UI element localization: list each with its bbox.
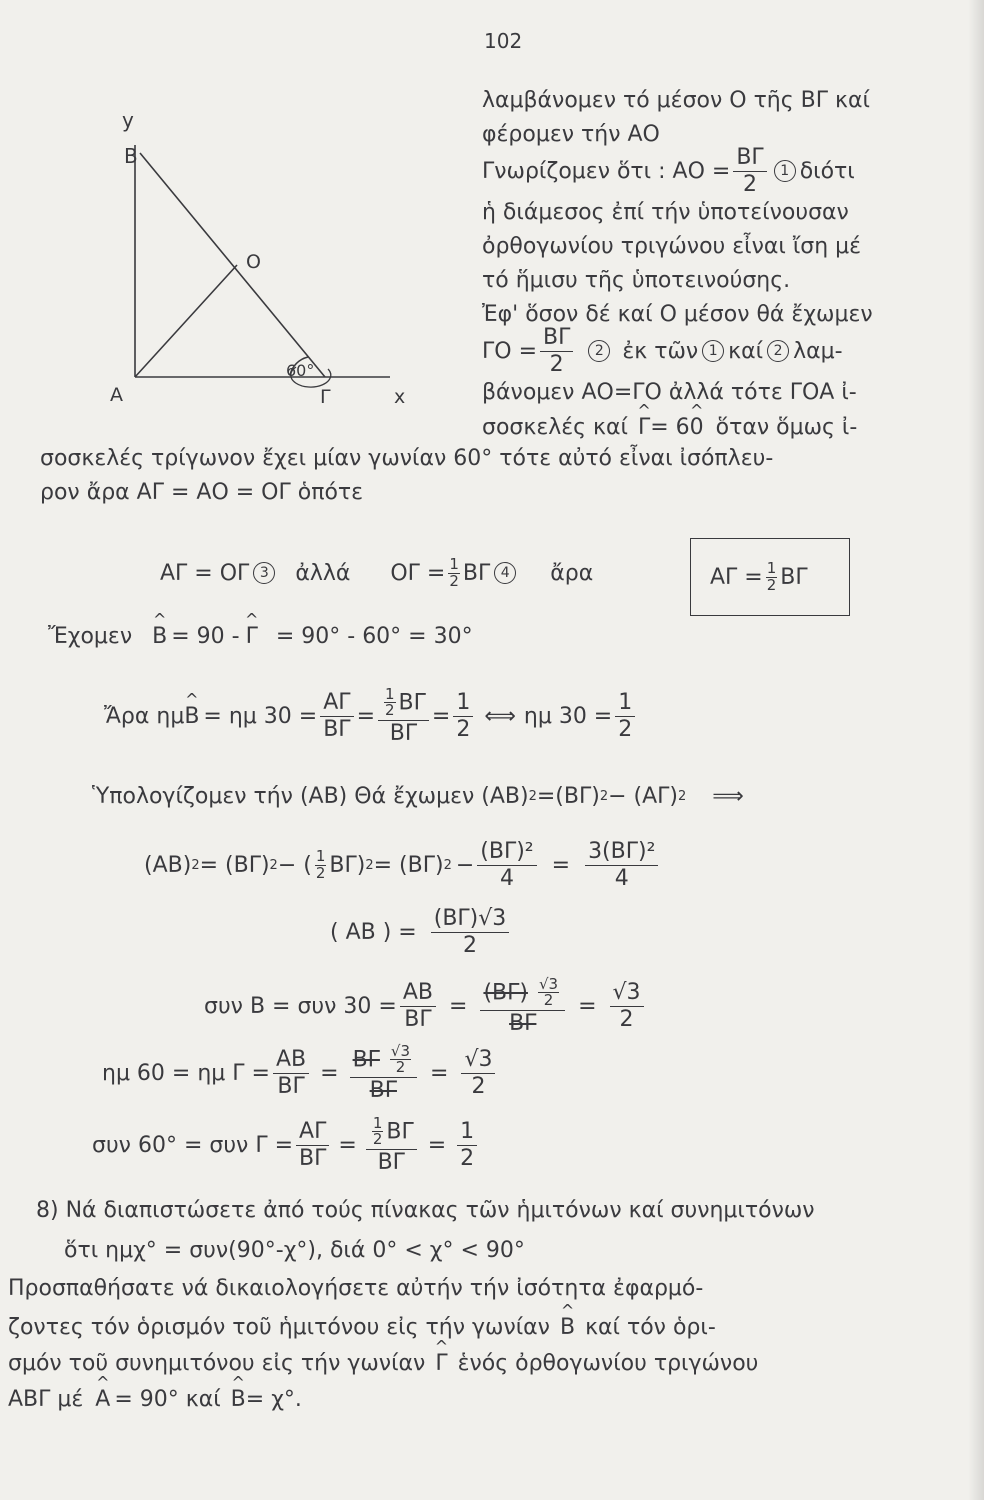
eq6-frac [431,907,510,956]
cancelled-bg: (ΒΓ) [483,979,528,1005]
eq5-e: = (ΒΓ) [373,852,444,878]
frac-num: 3(ΒΓ)² [585,840,658,865]
eq3-mid: = ημ 30 = [203,703,318,729]
side-line-8 [482,325,843,377]
frac-den: 2 [463,932,477,958]
side-line-8-mid: ἐκ τῶν [622,338,699,364]
label-y: y [122,108,134,132]
equivalence-arrow: ⟺ [484,703,516,729]
frac-den: 4 [614,865,629,891]
eq7-frac-1 [400,981,436,1030]
frac-den: ΒΓ [509,1011,537,1037]
zero-hat: ^ 0 [690,415,704,440]
label-O: O [246,251,261,273]
frac-num [366,1113,417,1151]
eq7-frac-2 [480,974,565,1037]
side-line-7: Ἐφ' ὅσον δέ καί Ο μέσον θά ἔχωμεν [482,302,873,327]
eq5-frac-1 [477,840,536,889]
frac-den: ΒΓ [389,721,418,747]
equation-2 [48,616,473,656]
sup-2: 2 [528,788,537,804]
circled-1: 1 [774,160,796,182]
a-hat: ^ Α [95,1387,110,1412]
eq2-mid: = 90 - [171,623,240,649]
exercise-line-4 [8,1310,716,1344]
eq8-eq2: = [430,1060,449,1086]
side-line-1: λαμβάνομεν τό μέσον Ο τῆς ΒΓ καί [482,88,870,113]
boxed-pre: ΑΓ = [710,564,763,590]
b-hat-3: ^ Β [560,1315,575,1340]
frac-den: 2 [385,701,395,720]
eq9-eq: = [338,1132,357,1158]
sup-2: 2 [599,788,609,804]
side-line-8-post: λαμ- [793,338,843,364]
frac-den: ΒΓ [369,1078,397,1104]
eq4-pre: Ὑπολογίζομεν τήν (ΑΒ) Θά ἔχωμεν (ΑΒ) [92,783,529,809]
sup-2: 2 [678,788,687,804]
gamma-hat: ^ Γ [638,415,650,440]
triangle-figure [100,105,450,425]
circled-2: 2 [588,340,610,362]
exercise-line-5 [8,1346,758,1380]
side-line-8-and: καί [728,338,764,364]
side-line-3-pre: Γνωρίζομεν ὅτι : ΑΟ = [482,158,731,184]
eq9-pre: συν 60° = συν Γ = [92,1132,294,1158]
equation-4 [92,776,744,816]
circled-4: 4 [494,562,516,584]
frac-num: (ΒΓ)² [477,840,536,865]
eq1-frac [448,554,460,590]
triangle-svg [100,105,450,425]
eq1-b: ἀλλά [295,560,351,586]
exercise-line-3: Προσπαθήσατε νά δικαιολογήσετε αὐτήν τήν ἰσότητα ἐφαρμό- [8,1276,704,1301]
side-line-3-post: διότι [799,158,855,184]
b-hat-2: ^ B [184,704,199,729]
exercise-line-6 [8,1382,302,1416]
full-line-11: σοσκελές τρίγωνον ἔχει μίαν γωνίαν 60° τότε αὐτό εἶναι ἰσόπλευ- [40,446,774,471]
frac-den: ΒΓ [404,1006,432,1032]
frac-num: 1 [449,554,459,573]
eq9-frac-2 [366,1113,417,1176]
sup-2: 2 [365,857,374,873]
gamma-hat-3: ^ Γ [435,1351,447,1376]
equation-3: Ἄρα ημ ^ B = ημ 30 = $\frac{A\Gamma}{B\Gamma}$ = $\frac{1}{2}$ ΒΓ ΒΓ = $\frac{1}{2}$ ⟺ ημ 30 = $\frac{1}{2}$ [104,688,638,744]
implies-arrow: ⟹ [712,783,744,809]
eq9-frac-1 [296,1120,329,1169]
inner-frac [538,974,559,1010]
eq5-c: − ( [277,852,312,878]
circled-1b: 1 [702,340,724,362]
label-B: B [124,144,138,168]
eq4-m2: − (ΑΓ) [608,783,678,809]
inner-frac [390,1041,411,1077]
frac-num [378,684,429,722]
frac-den: 2 [549,351,564,377]
side-line-10-eq: = 6 [650,414,690,440]
frac-den: 2 [449,571,459,590]
frac-den: 2 [456,716,471,742]
equation-6 [330,904,512,960]
frac-den: 2 [766,575,777,594]
circled-2b: 2 [767,340,789,362]
frac-num: ΒΓ [540,326,573,351]
frac-den: 2 [460,1145,475,1171]
eq4-m1: =(ΒΓ) [536,783,600,809]
page-number: 102 [484,29,523,53]
ex-l5-post: ἑνός ὀρθογωνίου τριγώνου [457,1350,759,1376]
ex-l6-post: = χ°. [245,1386,302,1412]
label-angle-60: 60° [286,361,315,380]
boxed-post: ΒΓ [780,564,808,590]
frac-num: ΑΒ [400,981,436,1006]
frac-num: ΒΓ [733,146,766,171]
exercise-line-2: ὅτι ημχ° = συν(90°-χ°), διά 0° < χ° < 90° [64,1238,525,1263]
sup-2: 2 [191,857,200,873]
side-line-6: τό ἥμισυ τῆς ὑποτεινούσης. [482,268,791,293]
frac-den: 2 [395,1058,406,1077]
frac-num: √3 [390,1041,411,1060]
frac-den: ΒΓ [377,1150,405,1176]
eq1-a: ΑΓ = ΟΓ [160,560,250,586]
eq6-pre: ( ΑΒ ) = [330,919,417,945]
gamma-hat-2: ^ Γ [246,624,258,649]
side-line-5: ὀρθογωνίου τριγώνου εἶναι ἴση μέ [482,234,862,259]
frac-num: 1 [385,684,395,703]
eq7-eq: = [449,993,468,1019]
eq8-eq: = [320,1060,339,1086]
eq5-a: (ΑΒ) [144,852,192,878]
frac-num: 1 [615,691,635,716]
frac-num: √3 [461,1048,495,1073]
frac-num: 1 [766,558,777,577]
frac-num: 1 [315,846,326,865]
frac-num: 1 [372,1113,383,1132]
eq2-pre: Ἔχομεν [48,623,133,649]
label-A: A [110,384,123,406]
inner-post: ΒΓ [398,689,426,715]
frac-den: 2 [619,1006,634,1032]
eq5-b: = (ΒΓ) [199,852,270,878]
frac-den: 4 [499,865,514,891]
ex-l4-post: καί τόν ὁρι- [585,1314,716,1340]
frac-den: 2 [372,1130,383,1149]
frac-num: 1 [457,1120,477,1145]
frac-den: 2 [543,991,554,1010]
eq7-pre: συν Β = συν 30 = [204,993,397,1019]
eq1-c-pre: ΟΓ = [390,560,446,586]
eq8-frac-2 [350,1041,417,1104]
side-line-8-pre: ΓΟ = [482,338,537,364]
equation-9 [92,1113,480,1176]
ex-l5-pre: σμόν τοῦ συνημιτόνου εἰς τήν γωνίαν [8,1350,426,1376]
eq9-eq2: = [427,1132,447,1158]
circled-3: 3 [253,562,275,584]
eq3-frac-3 [453,691,473,740]
median-line [135,265,237,377]
full-line-12: ρον ἄρα ΑΓ = ΑΟ = ΟΓ ὁπότε [40,480,364,505]
eq5-half [315,846,327,882]
side-line-10-pre: σοσκελές καί [482,414,628,440]
side-line-10 [482,410,857,444]
cancelled-bg: ΒΓ [352,1046,380,1072]
frac-num: 1 [453,691,473,716]
side-line-10-post: ὅταν ὅμως ἰ- [715,414,858,440]
hypotenuse-line [140,153,325,377]
eq5-d: ΒΓ) [329,852,366,878]
frac-num: ΑΓ [296,1120,329,1145]
boxed-frac [766,558,778,594]
inner-frac [384,684,396,720]
side-line-2: φέρομεν τήν ΑΟ [482,122,660,147]
frac-den: 2 [618,716,633,742]
eq5-g: = [551,852,571,878]
ex-l6-mid: = 90° καί [114,1386,221,1412]
eq3-frac-1 [320,691,353,740]
frac-den: 2 [471,1073,486,1099]
boxed-result-content [710,554,808,600]
frac-den: 2 [743,171,757,197]
eq8-pre: ημ 60 = ημ Γ = [102,1060,270,1086]
eq2-post: = 90° - 60° = 30° [275,623,473,649]
frac-num: ΑΓ [320,691,353,716]
eq8-frac-3 [461,1048,495,1097]
eq7-eq2: = [578,993,597,1019]
frac-den: 2 [315,863,326,882]
side-line-3 [482,145,855,197]
eq3-frac-2 [378,684,429,747]
frac-num: √3 [538,974,559,993]
frac-den: ΒΓ [299,1145,327,1171]
eq1-d: ἄρα [550,560,594,586]
eq3-frac-4 [615,691,635,740]
eq3-post: ημ 30 = [523,703,613,729]
eq9-frac-3 [457,1120,477,1169]
side-line-9: βάνομεν ΑΟ=ΓΟ ἀλλά τότε ΓΟΑ ἰ- [482,380,857,405]
eq1-c-post: ΒΓ [462,560,491,586]
equation-5 [144,838,661,892]
inner-post: ΒΓ [386,1118,414,1144]
frac-num: ΑΒ [273,1048,309,1073]
frac-num: √3 [610,981,644,1006]
ex-l4-pre: ζοντες τόν ὁρισμόν τοῦ ἡμιτόνου εἰς τήν γωνίαν [8,1314,550,1340]
frac-den: ΒΓ [323,716,351,742]
eq3-pre: Ἄρα ημ [104,703,185,729]
sup-2: 2 [443,857,452,873]
b-hat-4: ^ Β [231,1387,246,1412]
inner-frac [372,1113,384,1149]
eq7-frac-3 [610,981,644,1030]
b-hat: ^ B [152,624,167,649]
label-x: x [394,386,406,408]
frac-num [350,1041,417,1079]
eq5-frac-2 [585,840,658,889]
side-line-4: ἡ διάμεσος ἐπί τήν ὑποτείνουσαν [482,200,849,225]
frac-num [480,974,565,1012]
exercise-line-1: 8) Νά διαπιστώσετε ἀπό τούς πίνακας τῶν ἡμιτόνων καί συνημιτόνων [36,1198,815,1223]
sup-2: 2 [269,857,278,873]
label-Gamma: Γ [320,386,331,408]
eq5-f: − [455,852,475,878]
eq8-frac-1 [273,1048,309,1097]
frac-num: (ΒΓ)√3 [431,907,510,932]
side-line-3-frac [733,146,766,195]
side-line-8-frac [540,326,573,375]
equation-1 [160,548,593,598]
ex-l6-pre: ΑΒΓ μέ [8,1386,84,1412]
frac-den: ΒΓ [277,1073,305,1099]
equation-7 [204,976,647,1036]
equation-8 [102,1042,498,1104]
